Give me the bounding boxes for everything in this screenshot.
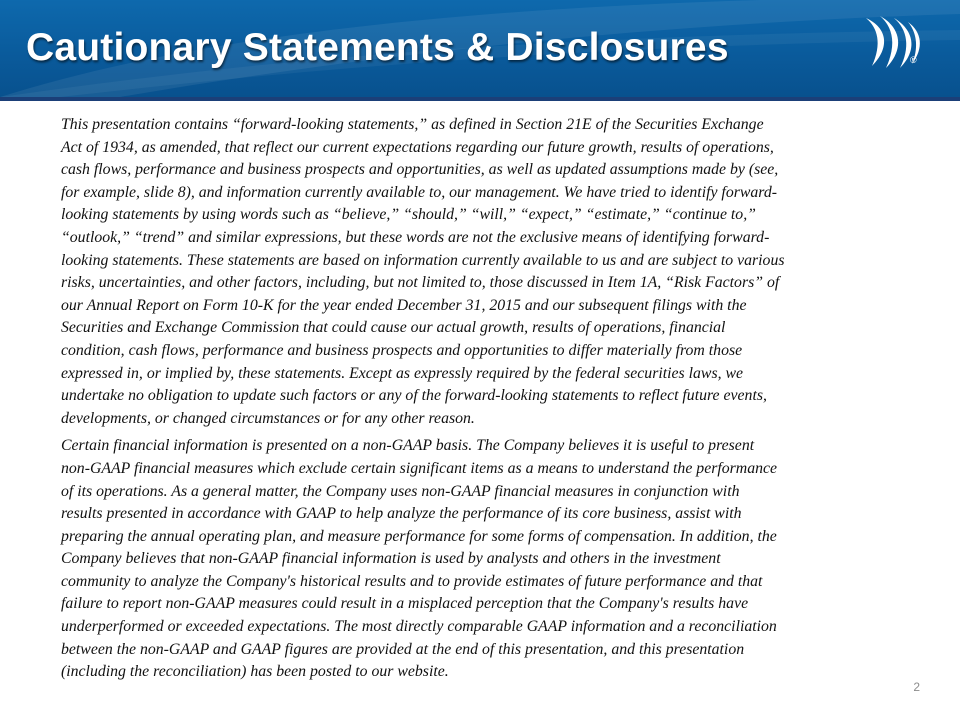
header-rule xyxy=(0,97,960,101)
text-line: Certain financial information is presented on a non-GAAP basis. The Company believes it is useful to present xyxy=(61,437,755,455)
disclosure-body xyxy=(61,114,921,689)
registered-mark: ® xyxy=(910,55,917,65)
non-gaap-paragraph xyxy=(61,435,921,684)
text-line: underperformed or exceeded expectations. The most directly comparable GAAP information and a reconciliation xyxy=(61,618,777,636)
text-line: “outlook,” “trend” and similar expressions, but these words are not the exclusive means of identifying forward- xyxy=(61,228,770,246)
page-number: 2 xyxy=(913,680,920,694)
text-line: looking statements by using words such as “believe,” “should,” “will,” “expect,” “estimate,” “continue to,” xyxy=(61,206,756,224)
text-line: expressed in, or implied by, these statements. Except as expressly required by the federal securities laws, we xyxy=(61,364,744,382)
text-line: (including the reconciliation) has been posted to our website. xyxy=(61,663,449,681)
text-line: looking statements. These statements are based on information currently available to us and are subject to various xyxy=(61,251,785,269)
text-line: of its operations. As a general matter, the Company uses non-GAAP financial measures in conjunction with xyxy=(61,482,740,500)
text-line: results presented in accordance with GAAP to help analyze the performance of its core business, assist with xyxy=(61,505,742,523)
text-line: preparing the annual operating plan, and measure performance for some forms of compensation. In addition, the xyxy=(61,527,777,545)
text-line: non-GAAP financial measures which exclude certain significant items as a means to understand the performance xyxy=(61,459,778,477)
text-line: Company believes that non-GAAP financial information is used by analysts and others in the investment xyxy=(61,550,721,568)
text-line: cash flows, performance and business prospects and opportunities, as well as updated assumptions made by (see, xyxy=(61,161,779,179)
text-line: Securities and Exchange Commission that could cause our actual growth, results of operations, financial xyxy=(61,319,726,337)
text-line: developments, or changed circumstances or for any other reason. xyxy=(61,409,475,427)
text-line: failure to report non-GAAP measures could result in a misplaced perception that the Company's results have xyxy=(61,595,749,613)
text-line: Act of 1934, as amended, that reflect our current expectations regarding our future growth, results of operations, xyxy=(61,138,774,156)
page-title: Cautionary Statements & Disclosures xyxy=(26,26,729,69)
text-line: undertake no obligation to update such factors or any of the forward-looking statements to reflect future events, xyxy=(61,387,767,405)
text-line: This presentation contains “forward-looking statements,” as defined in Section 21E of the Securities Exchange xyxy=(61,116,764,133)
text-line: condition, cash flows, performance and business prospects and opportunities to differ materially from those xyxy=(61,341,743,359)
text-line: community to analyze the Company's historical results and to provide estimates of future performance and that xyxy=(61,572,763,590)
text-line: for example, slide 8), and information currently available to, our management. We have tried to identify forward- xyxy=(61,183,778,201)
text-line: our Annual Report on Form 10-K for the year ended December 31, 2015 and our subsequent filings with the xyxy=(61,296,747,314)
text-line: risks, uncertainties, and other factors, including, but not limited to, those discussed in Item 1A, “Risk Factors” of xyxy=(61,274,780,292)
text-line: between the non-GAAP and GAAP figures are provided at the end of this presentation, and this presentation xyxy=(61,640,745,658)
forward-looking-paragraph xyxy=(61,114,921,430)
header-banner xyxy=(0,0,960,97)
